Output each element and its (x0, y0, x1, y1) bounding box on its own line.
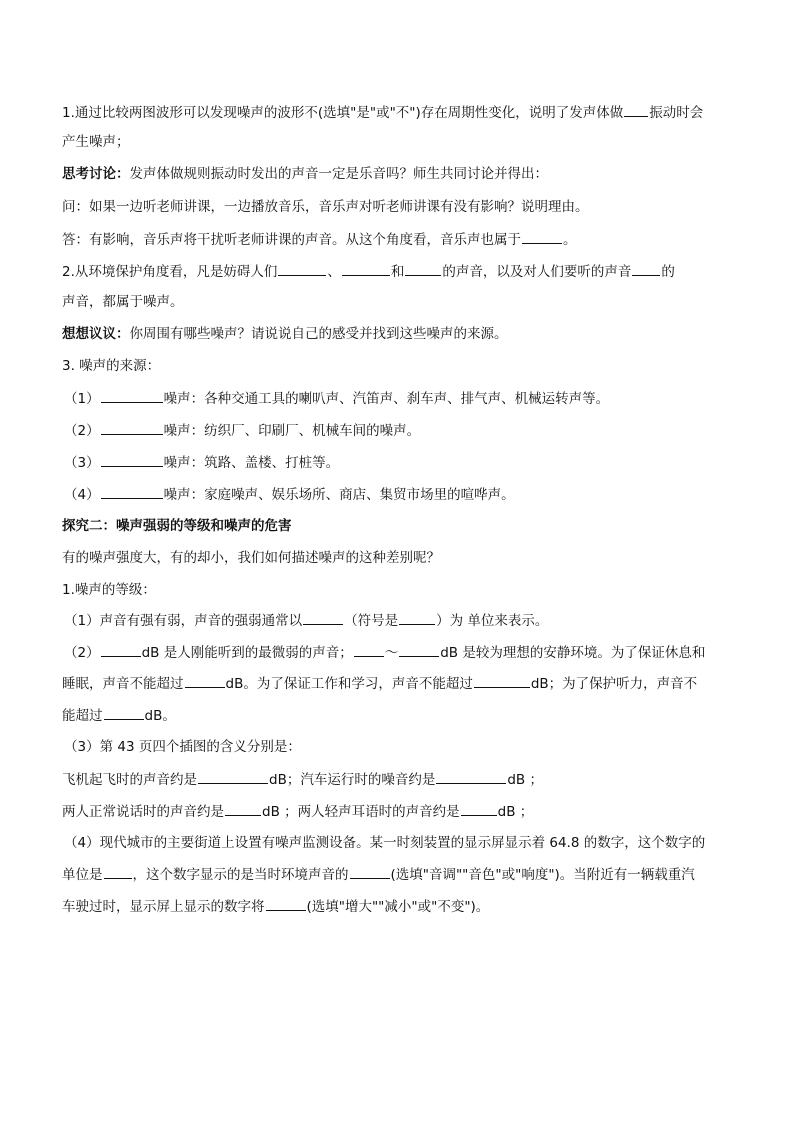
fill-blank[interactable] (104, 705, 144, 720)
text: （4） (64, 487, 100, 503)
text: 睡眠，声音不能超过 (62, 676, 184, 692)
text: （2） (64, 645, 100, 661)
text: 噪声：家庭噪声、娱乐场所、商店、集贸市场里的喧哗声。 (163, 487, 515, 503)
text: dB 是较为理想的安静环境。为了保证休息和 (440, 645, 706, 661)
source-item-2 (64, 420, 420, 441)
fill-blank[interactable] (461, 801, 497, 816)
fill-blank[interactable] (522, 229, 562, 244)
fill-blank[interactable] (225, 801, 261, 816)
text: dB ； (497, 804, 534, 820)
text: 单位是 (62, 867, 103, 883)
discuss-label: 想想议议： (62, 326, 130, 342)
text: dB。 (144, 708, 176, 724)
levels-title: 1.噪声的等级： (62, 582, 156, 598)
fill-blank[interactable] (104, 864, 132, 879)
text: 2.从环境保护角度看，凡是妨碍人们 (62, 264, 278, 280)
fill-blank[interactable] (354, 642, 384, 657)
source-item-1 (64, 388, 609, 409)
line-2-2: 声音，都属于噪声。 (62, 294, 184, 310)
text: （2） (64, 423, 100, 439)
level-item-2b (62, 673, 697, 694)
source-item-4 (64, 484, 515, 505)
think-label: 思考讨论： (62, 166, 130, 182)
fill-blank[interactable] (474, 673, 530, 688)
fill-blank[interactable] (101, 388, 163, 403)
text: dB ； (507, 772, 543, 788)
discuss-line (62, 324, 508, 344)
level-item-4b (62, 864, 695, 885)
source-item-3 (64, 452, 339, 473)
text: 答：有影响，音乐声将干扰听老师讲课的声音。从这个角度看，音乐声也属于 (62, 232, 521, 248)
line-1-2: 产生噪声； (62, 134, 130, 150)
fill-blank[interactable] (101, 420, 163, 435)
text: dB。为了保证工作和学习，声音不能超过 (225, 676, 473, 692)
fill-blank[interactable] (350, 864, 390, 879)
sources-title: 3. 噪声的来源： (62, 358, 161, 374)
level-item-3: （3）第 43 页四个插图的含义分别是： (64, 739, 301, 755)
text: (选填"音调""音色"或"响度")。当附近有一辆载重汽 (390, 867, 695, 883)
text: ，这个数字显示的是当时环境声音的 (132, 867, 349, 883)
question-line: 问：如果一边听老师讲课，一边播放音乐，音乐声对听老师讲课有没有影响？说明理由。 (62, 199, 589, 215)
text: 和 (390, 264, 405, 280)
fill-blank[interactable] (405, 261, 441, 276)
level-item-2c (62, 705, 176, 726)
fill-blank[interactable] (101, 484, 163, 499)
fill-blank[interactable] (399, 610, 435, 625)
level-item-2a (64, 642, 705, 663)
text: 的 (661, 264, 675, 280)
text: 噪声：纺织厂、印刷厂、机械车间的噪声。 (163, 423, 421, 439)
fill-blank[interactable] (436, 769, 506, 784)
text: (选填"增大""减小"或"不变")。 (306, 899, 490, 915)
fill-blank[interactable] (198, 769, 268, 784)
fill-blank[interactable] (266, 896, 306, 911)
text: dB ；两人轻声耳语时的声音约是 (262, 804, 460, 820)
answer-line (62, 229, 577, 250)
intro-line: 有的噪声强度大，有的却小，我们如何描述噪声的这种差别呢？ (62, 550, 440, 566)
line-2-1 (62, 261, 675, 282)
text: 噪声：各种交通工具的喇叭声、汽笛声、刹车声、排气声、机械运转声等。 (163, 391, 610, 407)
fill-blank[interactable] (101, 452, 163, 467)
text: 振动时会 (649, 105, 704, 121)
text: 车驶过时，显示屏上显示的数字将 (62, 899, 265, 915)
text: 1.通过比较两图波形可以发现噪声的波形不(选填"是"或"不")存在周期性变化，说明了发声体做 (62, 105, 624, 121)
level-item-4a: （4）现代城市的主要街道上设置有噪声监测设备。某一时刻装置的显示屏显示着 64.8 的数字，这个数字的 (64, 835, 706, 851)
text: dB；汽车运行时的噪音约是 (269, 772, 436, 788)
think-line (62, 164, 548, 184)
fill-blank[interactable] (278, 261, 326, 276)
text: 你周围有哪些噪声？请说说自己的感受并找到这些噪声的来源。 (129, 326, 508, 342)
text: （1）声音有强有弱，声音的强弱通常以 (64, 613, 303, 629)
level-item-3b (62, 801, 533, 822)
text: 。 (563, 232, 577, 248)
text: 能超过 (62, 708, 103, 724)
text: 发声体做规则振动时发出的声音一定是乐音吗？师生共同讨论并得出： (129, 166, 548, 182)
text: （1） (64, 391, 100, 407)
level-item-3a (62, 769, 543, 790)
fill-blank[interactable] (303, 610, 343, 625)
fill-blank[interactable] (624, 102, 648, 117)
text: 两人正常说话时的声音约是 (62, 804, 224, 820)
section-heading: 探究二：噪声强弱的等级和噪声的危害 (62, 518, 292, 534)
line-1-1 (62, 102, 703, 123)
text: dB；为了保护听力，声音不 (530, 676, 698, 692)
fill-blank[interactable] (399, 642, 439, 657)
fill-blank[interactable] (342, 261, 390, 276)
level-item-1 (64, 610, 548, 631)
text: dB 是人刚能听到的最微弱的声音； (141, 645, 353, 661)
text: （符号是 (344, 613, 399, 629)
level-item-4c (62, 896, 489, 917)
text: ）为 单位来表示。 (436, 613, 549, 629)
text: ～ (384, 645, 399, 661)
text: 飞机起飞时的声音约是 (62, 772, 197, 788)
text: 噪声：筑路、盖楼、打桩等。 (163, 455, 340, 471)
fill-blank[interactable] (101, 642, 141, 657)
text: （3） (64, 455, 100, 471)
fill-blank[interactable] (632, 261, 660, 276)
text: 的声音，以及对人们要听的声音 (442, 264, 632, 280)
text: 、 (327, 264, 341, 280)
fill-blank[interactable] (185, 673, 225, 688)
